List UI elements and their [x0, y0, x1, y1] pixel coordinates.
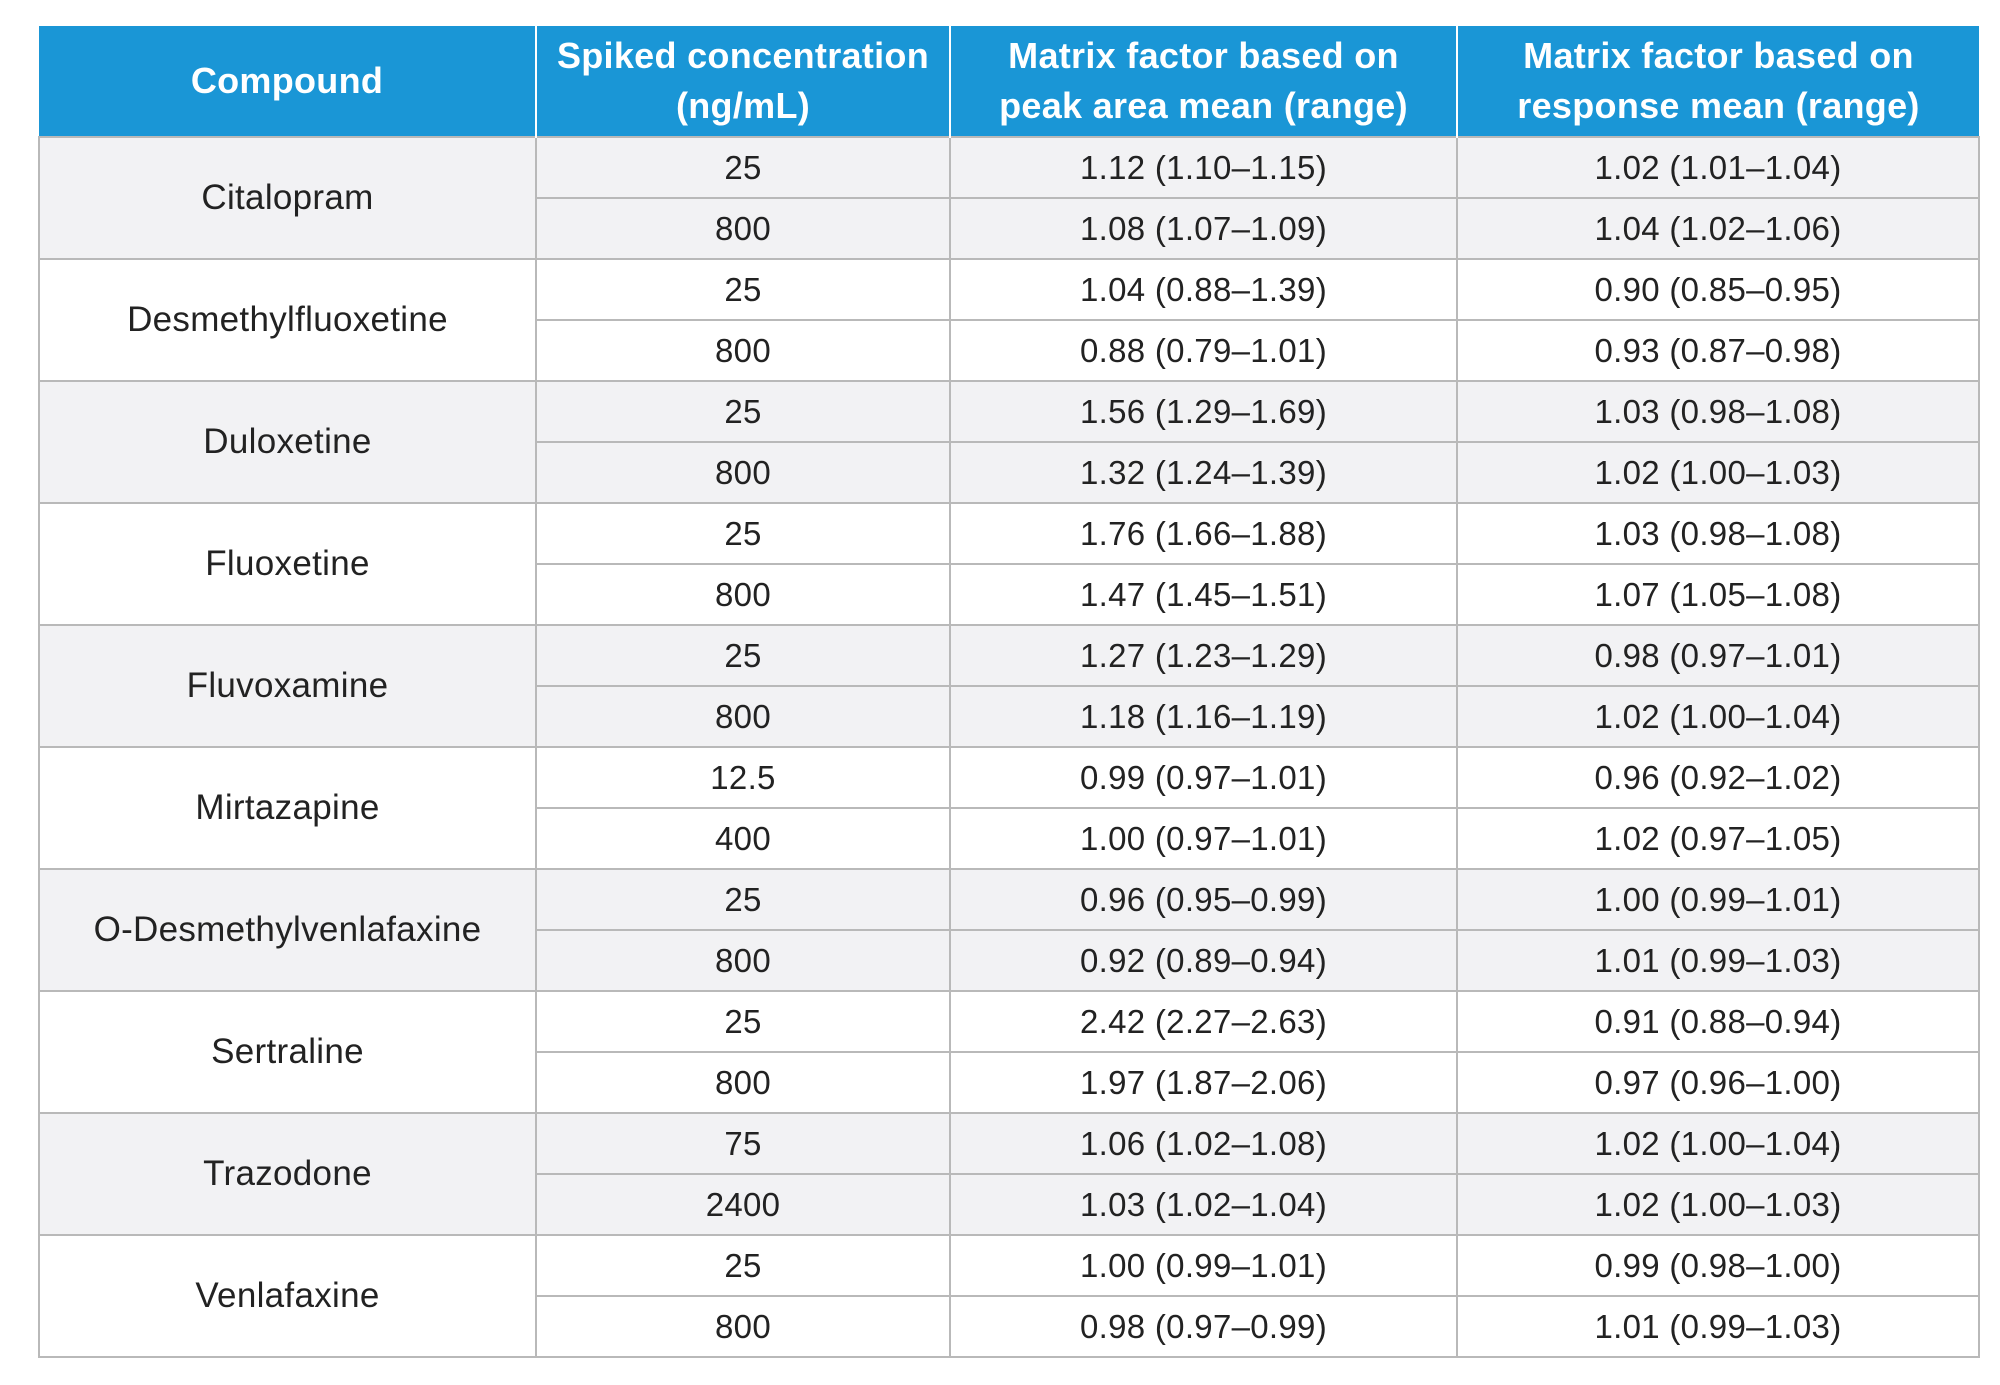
- table-row: [39, 503, 1979, 564]
- peak-area-factor-cell: 1.03 (1.02–1.04): [950, 1174, 1457, 1235]
- concentration-cell: 800: [536, 442, 950, 503]
- response-factor-cell: 1.02 (1.00–1.04): [1457, 1113, 1979, 1174]
- concentration-cell: 400: [536, 808, 950, 869]
- concentration-cell: 2400: [536, 1174, 950, 1235]
- compound-cell: Venlafaxine: [39, 1235, 536, 1357]
- table-body: [39, 137, 1979, 1357]
- response-factor-cell: 1.02 (1.01–1.04): [1457, 137, 1979, 198]
- response-factor-cell: 0.90 (0.85–0.95): [1457, 259, 1979, 320]
- concentration-cell: 25: [536, 625, 950, 686]
- concentration-cell: 800: [536, 930, 950, 991]
- table-header: [39, 26, 1979, 137]
- response-factor-cell: 1.00 (0.99–1.01): [1457, 869, 1979, 930]
- response-factor-cell: 1.01 (0.99–1.03): [1457, 1296, 1979, 1357]
- header-row: [39, 26, 1979, 137]
- peak-area-factor-cell: 0.92 (0.89–0.94): [950, 930, 1457, 991]
- concentration-cell: 25: [536, 259, 950, 320]
- response-factor-cell: 1.04 (1.02–1.06): [1457, 198, 1979, 259]
- peak-area-factor-cell: 1.08 (1.07–1.09): [950, 198, 1457, 259]
- compound-cell: Fluvoxamine: [39, 625, 536, 747]
- header-compound-label: Compound: [190, 60, 384, 101]
- concentration-cell: 25: [536, 503, 950, 564]
- compound-cell: O-Desmethylvenlafaxine: [39, 869, 536, 991]
- concentration-cell: 25: [536, 381, 950, 442]
- peak-area-factor-cell: 1.56 (1.29–1.69): [950, 381, 1457, 442]
- concentration-cell: 12.5: [536, 747, 950, 808]
- response-factor-cell: 1.01 (0.99–1.03): [1457, 930, 1979, 991]
- table-row: [39, 869, 1979, 930]
- concentration-cell: 25: [536, 1235, 950, 1296]
- peak-area-factor-cell: 1.00 (0.99–1.01): [950, 1235, 1457, 1296]
- response-factor-cell: 0.98 (0.97–1.01): [1457, 625, 1979, 686]
- peak-area-factor-cell: 0.96 (0.95–0.99): [950, 869, 1457, 930]
- peak-area-factor-cell: 2.42 (2.27–2.63): [950, 991, 1457, 1052]
- header-compound: [39, 26, 536, 137]
- header-line: response mean (range): [1517, 85, 1920, 126]
- concentration-cell: 25: [536, 869, 950, 930]
- table-row: [39, 259, 1979, 320]
- response-factor-cell: 1.07 (1.05–1.08): [1457, 564, 1979, 625]
- peak-area-factor-cell: 1.47 (1.45–1.51): [950, 564, 1457, 625]
- response-factor-cell: 1.02 (1.00–1.03): [1457, 1174, 1979, 1235]
- matrix-factor-table: [38, 26, 1980, 1358]
- compound-cell: Trazodone: [39, 1113, 536, 1235]
- table-row: [39, 381, 1979, 442]
- header-spiked-concentration: [536, 26, 950, 137]
- table-row: [39, 1235, 1979, 1296]
- table-row: [39, 747, 1979, 808]
- response-factor-cell: 1.02 (1.00–1.03): [1457, 442, 1979, 503]
- compound-cell: Desmethylfluoxetine: [39, 259, 536, 381]
- peak-area-factor-cell: 0.88 (0.79–1.01): [950, 320, 1457, 381]
- header-line: Matrix factor based on: [1008, 35, 1399, 76]
- peak-area-factor-cell: 1.06 (1.02–1.08): [950, 1113, 1457, 1174]
- response-factor-cell: 1.03 (0.98–1.08): [1457, 381, 1979, 442]
- concentration-cell: 800: [536, 564, 950, 625]
- header-line: Spiked concentration: [556, 35, 930, 76]
- header-line: peak area mean (range): [999, 85, 1408, 126]
- response-factor-cell: 1.02 (1.00–1.04): [1457, 686, 1979, 747]
- header-line: Matrix factor based on: [1523, 35, 1914, 76]
- peak-area-factor-cell: 1.32 (1.24–1.39): [950, 442, 1457, 503]
- response-factor-cell: 0.91 (0.88–0.94): [1457, 991, 1979, 1052]
- peak-area-factor-cell: 1.76 (1.66–1.88): [950, 503, 1457, 564]
- concentration-cell: 800: [536, 320, 950, 381]
- header-matrix-factor-peak-area: [950, 26, 1457, 137]
- response-factor-cell: 0.97 (0.96–1.00): [1457, 1052, 1979, 1113]
- response-factor-cell: 1.03 (0.98–1.08): [1457, 503, 1979, 564]
- response-factor-cell: 0.93 (0.87–0.98): [1457, 320, 1979, 381]
- concentration-cell: 25: [536, 137, 950, 198]
- header-matrix-factor-response: [1457, 26, 1979, 137]
- concentration-cell: 25: [536, 991, 950, 1052]
- peak-area-factor-cell: 0.98 (0.97–0.99): [950, 1296, 1457, 1357]
- table-row: [39, 625, 1979, 686]
- response-factor-cell: 0.96 (0.92–1.02): [1457, 747, 1979, 808]
- table-row: [39, 137, 1979, 198]
- compound-cell: Mirtazapine: [39, 747, 536, 869]
- peak-area-factor-cell: 1.12 (1.10–1.15): [950, 137, 1457, 198]
- table-row: [39, 1113, 1979, 1174]
- concentration-cell: 75: [536, 1113, 950, 1174]
- compound-cell: Fluoxetine: [39, 503, 536, 625]
- concentration-cell: 800: [536, 1296, 950, 1357]
- concentration-cell: 800: [536, 198, 950, 259]
- compound-cell: Citalopram: [39, 137, 536, 259]
- response-factor-cell: 1.02 (0.97–1.05): [1457, 808, 1979, 869]
- compound-cell: Duloxetine: [39, 381, 536, 503]
- peak-area-factor-cell: 1.97 (1.87–2.06): [950, 1052, 1457, 1113]
- table-row: [39, 991, 1979, 1052]
- peak-area-factor-cell: 0.99 (0.97–1.01): [950, 747, 1457, 808]
- concentration-cell: 800: [536, 686, 950, 747]
- peak-area-factor-cell: 1.27 (1.23–1.29): [950, 625, 1457, 686]
- header-line: (ng/mL): [675, 85, 811, 126]
- peak-area-factor-cell: 1.18 (1.16–1.19): [950, 686, 1457, 747]
- response-factor-cell: 0.99 (0.98–1.00): [1457, 1235, 1979, 1296]
- peak-area-factor-cell: 1.04 (0.88–1.39): [950, 259, 1457, 320]
- peak-area-factor-cell: 1.00 (0.97–1.01): [950, 808, 1457, 869]
- compound-cell: Sertraline: [39, 991, 536, 1113]
- concentration-cell: 800: [536, 1052, 950, 1113]
